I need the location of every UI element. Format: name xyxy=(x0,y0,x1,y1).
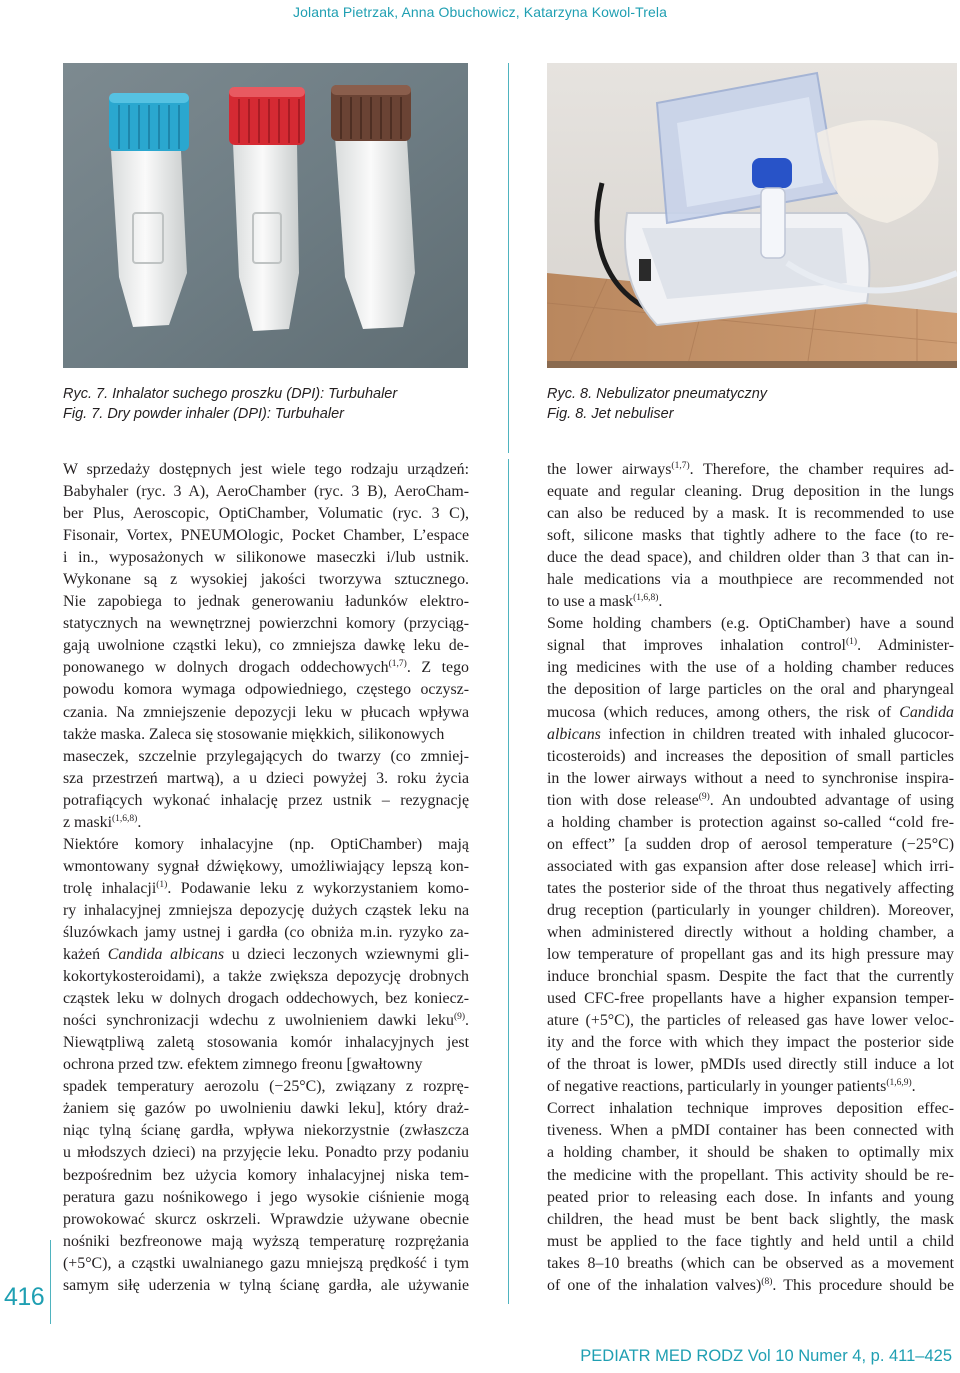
figure-8-caption-en: Fig. 8. Jet nebuliser xyxy=(547,406,674,422)
column-divider-rule xyxy=(508,459,509,1304)
figure-8-photo xyxy=(547,63,957,368)
body-text-polish: W sprzedaży dostępnych jest wiele tego rodzaju urządzeń: Babyhaler (ryc. 3 A), AeroChamber (ryc. 3 B), AeroCham- ber Plus, Aeroscopic, OptiChamber, Volumatic (ryc. 3 C), Fisonair, Vortex, PNEUMOlogic, Pocket Chamber, L’espace i in., wyposażonych w silikonowe maseczki i/lub ustnik. Wykonane są z wysokiej jakości tworzywa sztucznego. Nie zapobiega to jednak generowaniu ładunków elektro- statycznych na wewnętrznej powierzchni komory (przyciąg- gają uwolnione cząstki leku), co zmniejsza dawkę leku de- ponowanego w dolnych drogach oddechowych$^{(1,7)}$. Z tego powodu komora wymaga odpowiedniego, częstego oczysz- czania. Na zmniejszenie depozycji leku w płucach wpływa także maska. Zaleca się stosowanie miękkich, silikonowych maseczek, szczelnie przylegających do twarzy (co zmniej- sza przestrzeń martwą), a u dzieci powyżej 3. roku życia potrafiących wykonać inhalację przez ustnik – rezygnację z maski$^{(1,6,8)}$. Niektóre komory inhalacyjne (np. OptiChamber) mają wmontowany sygnał dźwiękowy, umożliwiający lepszą kon- trolę inhalacji$^{(1)}$. Podawanie leku z wykorzystaniem komo- ry inhalacyjnej zmniejsza depozycję dużych cząstek leku na śluzówkach jamy ustnej i gardła (co obniża m.in. ryzyko za- każeń Candida albicans u dzieci leczonych wziewnymi gli- kokortykosteroidami), a także zwiększa depozycję drobnych cząstek leku w dolnych drogach oddechowych, bez koniecz- ności synchronizacji wdechu z uwolnieniem dawki leku$^{(9)}$. Niewątpliwą zaletą stosowania komór inhalacyjnych jest ochrona przed tzw. efektem zimnego freonu [gwałtowny spadek temperatury aerozolu (−25°C), związany z rozprę- żaniem się gazów po uwolnieniu dawki leku], który draż- niąc tylną ścianę gardła, wpływa niekorzystnie (zwłaszcza u młodszych dzieci) na przyjęcie leku. Ponadto przy podaniu bezpośrednim bez użycia komory inhalacyjnej niska tem- peratura gazu nośnikowego i jego wysokie ciśnienie mogą prowokować skurcz oskrzeli. Wprawdzie używane obecnie nośniki bezfreonowe mają wyższą temperaturę rozprężania (+5°C), a cząstki uwalnianego gazu mniejszą prędkość i tym samym siłę uderzenia w tylną ścianę gardła, ale używanie xyxy=(63,461,470,1294)
left-margin-rule xyxy=(50,1240,51,1324)
figure-8-caption xyxy=(547,384,767,424)
running-head: Jolanta Pietrzak, Anna Obuchowicz, Katarzyna Kowol-Trela xyxy=(293,4,667,20)
figure-7-photo xyxy=(63,63,468,368)
page-number: 416 xyxy=(4,1283,45,1311)
figure-8-caption-pl: Ryc. 8. Nebulizator pneumatyczny xyxy=(547,386,768,402)
body-text-english: the lower airways$^{(1,7)}$. Therefore, the chamber requires ad- equate and regular cleaning. Drug deposition in the lungs can also be reduced by a mask. It is recommended to use soft, silicone masks that tightly adhere to the face (to re- duce the dead space), and children older than 3 that can in- hale medications via a mouthpiece are recommended not to use a mask$^{(1,6,8)}$. Some holding chambers (e.g. OptiChamber) have a sound signal that improves inhalation control$^{(1)}$. Administer- ing medicines with the use of a holding chamber reduces the deposition of large particles on the oral and pharyngeal mucosa (which reduces, among others, the risk of Candida albicans infection in children treated with inhaled glucocor- ticosteroids) and increases the deposition of small particles in the lower airways without a need to synchronise inspira- tion with dose release$^{(9)}$. An undoubted advantage of using a holding chamber is protection against so-called “cold fre- on effect” [a sudden drop of aerosol temperature (−25°C) associated with gas expansion after dose release] which irri- tates the posterior side of the throat thus negatively affecting drug reception (particularly in younger children). Moreover, when administered directly without a holding chamber, a low temperature of propellant gas and its high pressure may induce bronchial spasm. Despite the fact that the currently used CFC-free propellants have a higher expansion temper- ature (+5°C), the particles of released gas have lower veloc- ity and the force with which they impact the posterior side of the throat is lower, pMDIs used directly still induce a lot of negative reactions, particularly in younger patients$^{(1,6,9)}$. Correct inhalation technique improves deposition effec- tiveness. When a pMDI container has been connected with a holding chamber, it should be shaken to optimally mix the medicine with the propellant. This activity should be re- peated prior to releasing each dose. In infants and young children, the head must be bent back slightly, the mask must be applied to the face tightly and held until a child takes 8–10 breaths (which can be observed as a movement of one of the inhalation valves)$^{(8)}$. This procedure should be xyxy=(547,461,955,1294)
figure-divider-rule xyxy=(508,63,509,453)
figure-7-caption-en: Fig. 7. Dry powder inhaler (DPI): Turbuhaler xyxy=(63,406,344,422)
figure-7-caption-pl: Ryc. 7. Inhalator suchego proszku (DPI): Turbuhaler xyxy=(63,386,398,402)
journal-footer: PEDIATR MED RODZ Vol 10 Numer 4, p. 411–425 xyxy=(580,1347,952,1365)
figure-7-caption xyxy=(63,384,397,424)
